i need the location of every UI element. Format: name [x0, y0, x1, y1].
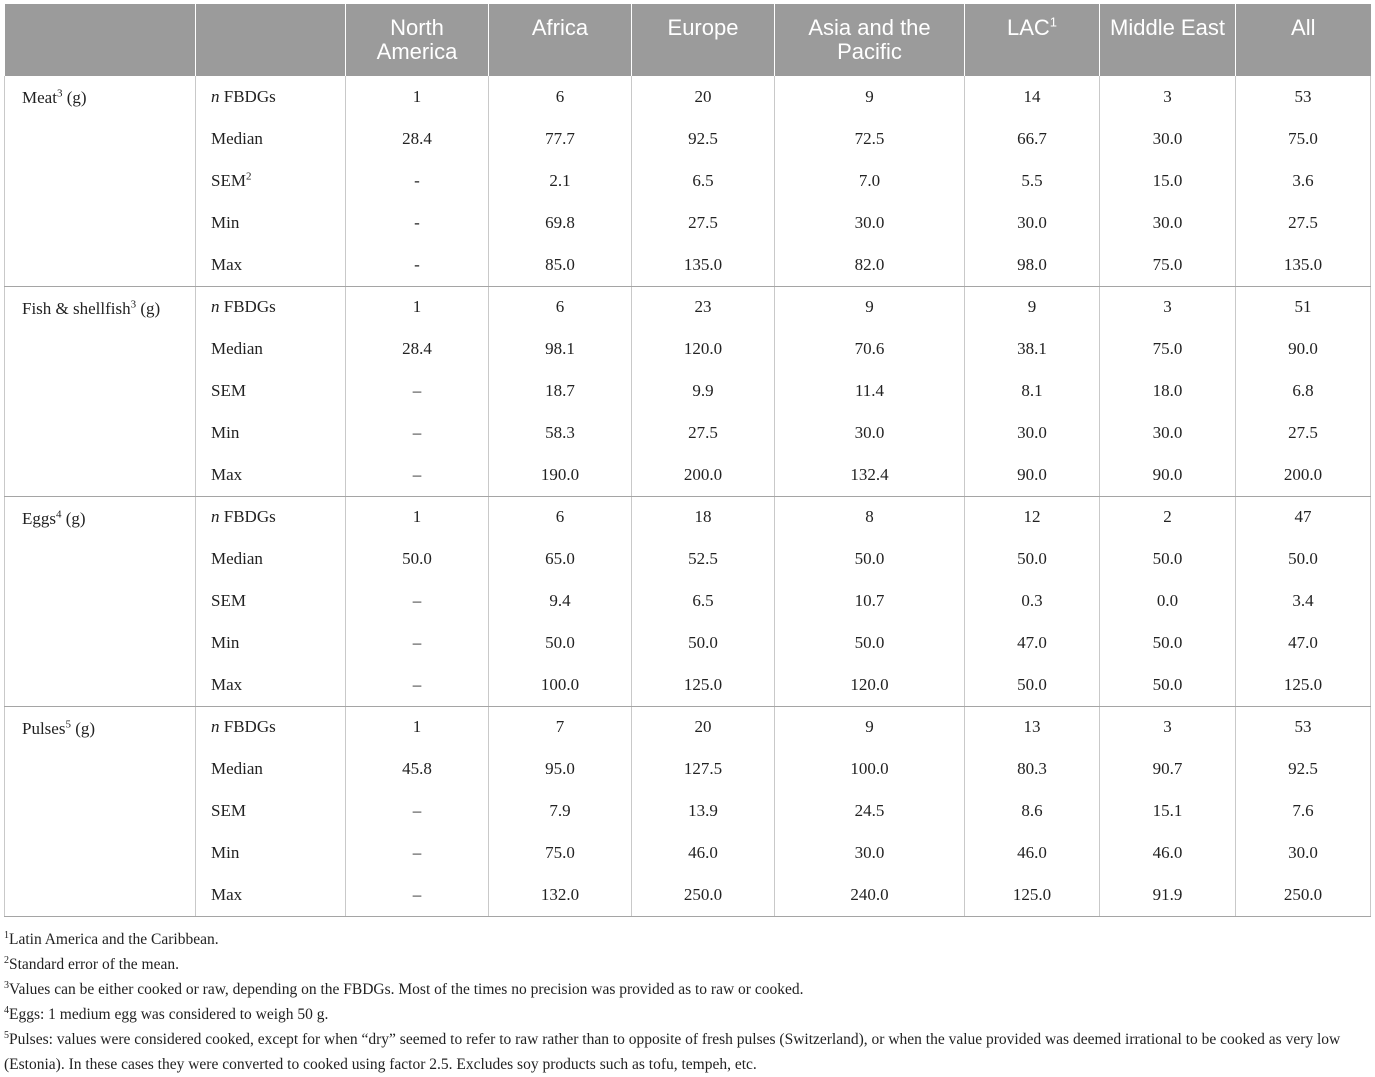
footnote-mark: 4 — [4, 1004, 9, 1016]
table-cell: 1 — [346, 76, 489, 118]
stat-label-text: Min — [211, 633, 240, 652]
table-cell: 75.0 — [1100, 244, 1236, 286]
group-unit: (g) — [70, 718, 96, 738]
table-cell: – — [346, 412, 489, 454]
table-cell: 9 — [965, 286, 1100, 328]
stat-label-text: FBDGs — [219, 87, 276, 106]
footnote — [4, 977, 1370, 1002]
table-cell: 1 — [346, 706, 489, 748]
table-cell: 92.5 — [632, 118, 775, 160]
table-row — [5, 454, 1371, 496]
column-header-label: All — [1291, 15, 1316, 40]
table-row — [5, 538, 1371, 580]
table-cell: 50.0 — [1236, 538, 1371, 580]
table-cell: 3.4 — [1236, 580, 1371, 622]
stat-label-text: Median — [211, 339, 263, 358]
table-cell: 50.0 — [965, 538, 1100, 580]
stat-label-text: Min — [211, 843, 240, 862]
table-cell: 30.0 — [775, 832, 965, 874]
data-table — [4, 4, 1371, 917]
stat-label — [196, 244, 346, 286]
table-cell: 50.0 — [489, 622, 632, 664]
table-cell: 91.9 — [1100, 874, 1236, 916]
table-cell: 3 — [1100, 706, 1236, 748]
table-cell: 46.0 — [1100, 832, 1236, 874]
stat-label-text: Max — [211, 884, 243, 904]
stat-label-text: Median — [211, 759, 263, 778]
column-header-4 — [632, 4, 775, 76]
column-header-label: North America — [376, 15, 458, 64]
footnote-mark: 3 — [4, 979, 9, 991]
table-cell: 72.5 — [775, 118, 965, 160]
table-cell: 85.0 — [489, 244, 632, 286]
table-cell: 7 — [489, 706, 632, 748]
table-cell: 7.6 — [1236, 790, 1371, 832]
stat-label-text: FBDGs — [219, 297, 276, 317]
table-cell: 30.0 — [1100, 202, 1236, 244]
table-cell: 98.0 — [965, 244, 1100, 286]
table-cell: 2.1 — [489, 160, 632, 202]
stat-label — [196, 454, 346, 496]
table-cell: 9 — [775, 286, 965, 328]
table-cell: 30.0 — [1100, 412, 1236, 454]
table-cell: 9.4 — [489, 580, 632, 622]
group-unit: (g) — [136, 298, 161, 318]
table-cell: – — [346, 622, 489, 664]
table-cell: 58.3 — [489, 412, 632, 454]
column-header-label: Europe — [667, 15, 739, 40]
table-cell: – — [346, 790, 489, 832]
column-header-1 — [196, 4, 346, 76]
table-cell: 8 — [775, 496, 965, 538]
table-cell: 38.1 — [965, 328, 1100, 370]
table-cell: 90.7 — [1100, 748, 1236, 790]
column-header-6 — [965, 4, 1100, 76]
table-cell: 127.5 — [632, 748, 775, 790]
table-header — [5, 4, 1371, 76]
stat-label — [196, 160, 346, 202]
table-cell: 6.5 — [632, 580, 775, 622]
stat-footnote-mark: 2 — [245, 170, 252, 183]
stat-label — [196, 874, 346, 916]
stat-label — [196, 748, 346, 790]
group-footnote-mark: 3 — [56, 87, 63, 100]
table-cell: 13 — [965, 706, 1100, 748]
footnote-mark: 2 — [4, 954, 9, 966]
table-row — [5, 790, 1371, 832]
table-cell: – — [346, 370, 489, 412]
stat-label — [196, 202, 346, 244]
table-cell: – — [346, 580, 489, 622]
table-row — [5, 76, 1371, 118]
table-cell: 100.0 — [489, 664, 632, 706]
table-row — [5, 412, 1371, 454]
table-cell: 46.0 — [965, 832, 1100, 874]
table-cell: 250.0 — [632, 874, 775, 916]
table-row — [5, 706, 1371, 748]
column-header-8 — [1236, 4, 1371, 76]
footnote-text: Eggs: 1 medium egg was considered to weigh 50 g. — [9, 1006, 329, 1023]
column-header-label: Africa — [531, 15, 589, 40]
table-cell: 30.0 — [965, 412, 1100, 454]
table-cell: 135.0 — [1236, 244, 1371, 286]
table-cell: - — [346, 202, 489, 244]
group-name: Pulses — [22, 718, 66, 738]
footnote — [4, 952, 1370, 977]
stat-label — [196, 286, 346, 328]
table-cell: 100.0 — [775, 748, 965, 790]
footnote-text: Values can be either cooked or raw, depending on the FBDGs. Most of the times no precision was provided as to raw or cooked. — [9, 981, 804, 998]
group-footnote-mark: 4 — [56, 507, 62, 520]
table-row — [5, 622, 1371, 664]
stat-label — [196, 706, 346, 748]
stat-label-text: FBDGs — [219, 507, 276, 527]
table-cell: 7.9 — [489, 790, 632, 832]
table-cell: 6.8 — [1236, 370, 1371, 412]
stat-label — [196, 538, 346, 580]
table-cell: 30.0 — [775, 202, 965, 244]
table-cell: 50.0 — [965, 664, 1100, 706]
stat-label — [196, 580, 346, 622]
table-cell: 50.0 — [1100, 538, 1236, 580]
table-cell: 27.5 — [632, 412, 775, 454]
table-row — [5, 160, 1371, 202]
footnote-mark: 5 — [4, 1029, 9, 1041]
table-cell: 53 — [1236, 706, 1371, 748]
table-row — [5, 580, 1371, 622]
stat-label-italic: n — [211, 507, 220, 527]
table-cell: 9 — [775, 706, 965, 748]
table-cell: – — [346, 454, 489, 496]
table-cell: - — [346, 160, 489, 202]
column-header-2 — [346, 4, 489, 76]
table-cell: 2 — [1100, 496, 1236, 538]
table-cell: 90.0 — [1100, 454, 1236, 496]
table-body — [5, 76, 1371, 916]
table-cell: 125.0 — [632, 664, 775, 706]
group-label — [5, 706, 196, 916]
table-cell: 24.5 — [775, 790, 965, 832]
table-cell: 7.0 — [775, 160, 965, 202]
stat-label — [196, 496, 346, 538]
table-cell: 77.7 — [489, 118, 632, 160]
header-row — [5, 4, 1371, 76]
table-cell: 0.0 — [1100, 580, 1236, 622]
table-cell: 8.1 — [965, 370, 1100, 412]
table-cell: 69.8 — [489, 202, 632, 244]
table-cell: 132.0 — [489, 874, 632, 916]
table-cell: 90.0 — [965, 454, 1100, 496]
stat-label — [196, 790, 346, 832]
table-cell: 12 — [965, 496, 1100, 538]
stat-label — [196, 832, 346, 874]
table-cell: 3.6 — [1236, 160, 1371, 202]
table-cell: 5.5 — [965, 160, 1100, 202]
table-cell: 9 — [775, 76, 965, 118]
table-cell: 45.8 — [346, 748, 489, 790]
group-label — [5, 286, 196, 496]
column-header-label: Middle East — [1110, 15, 1225, 40]
column-header-7 — [1100, 4, 1236, 76]
table-cell: 10.7 — [775, 580, 965, 622]
table-cell: – — [346, 664, 489, 706]
table-cell: 75.0 — [489, 832, 632, 874]
table-cell: 190.0 — [489, 454, 632, 496]
table-cell: 11.4 — [775, 370, 965, 412]
table-cell: 125.0 — [965, 874, 1100, 916]
data-table-container — [4, 4, 1370, 917]
table-cell: 75.0 — [1100, 328, 1236, 370]
table-cell: 3 — [1100, 76, 1236, 118]
table-row — [5, 748, 1371, 790]
table-cell: 1 — [346, 286, 489, 328]
table-cell: 8.6 — [965, 790, 1100, 832]
column-header-3 — [489, 4, 632, 76]
table-cell: 3 — [1100, 286, 1236, 328]
table-cell: 47 — [1236, 496, 1371, 538]
table-cell: 50.0 — [775, 622, 965, 664]
table-cell: 18.0 — [1100, 370, 1236, 412]
table-cell: 6 — [489, 286, 632, 328]
footnote — [4, 1027, 1370, 1077]
table-cell: 14 — [965, 76, 1100, 118]
stat-label-italic: n — [211, 87, 220, 106]
footnote-mark: 1 — [4, 929, 9, 941]
group-footnote-mark: 3 — [130, 297, 137, 310]
stat-label-text: Median — [211, 129, 263, 148]
stat-label-text: SEM — [211, 591, 246, 610]
table-cell: 27.5 — [1236, 202, 1371, 244]
table-cell: 0.3 — [965, 580, 1100, 622]
table-cell: 30.0 — [1236, 832, 1371, 874]
footnote — [4, 1002, 1370, 1027]
table-cell: 75.0 — [1236, 118, 1371, 160]
table-cell: 20 — [632, 706, 775, 748]
group-name: Meat — [22, 88, 57, 107]
table-cell: 80.3 — [965, 748, 1100, 790]
stat-label — [196, 412, 346, 454]
footnote-text: Pulses: values were considered cooked, except for when “dry” seemed to refer to raw rather than to opposite of fresh pulses (Switzerland), or when the value provided was deemed irrational to be cooked as very low (Estonia). In these cases they were converted to cooked using factor 2.5. Excludes soy products such as tofu, tempeh, etc. — [4, 1031, 1341, 1073]
table-cell: 50.0 — [346, 538, 489, 580]
table-cell: 27.5 — [1236, 412, 1371, 454]
group-unit: (g) — [62, 88, 87, 107]
group-footnote-mark: 5 — [65, 717, 71, 730]
stat-label-text: FBDGs — [219, 717, 276, 737]
table-cell: 47.0 — [965, 622, 1100, 664]
stat-label-italic: n — [211, 297, 220, 317]
stat-label-text: Median — [211, 549, 263, 568]
table-cell: 28.4 — [346, 328, 489, 370]
table-row — [5, 370, 1371, 412]
column-header-footnote-mark: 1 — [1049, 14, 1058, 30]
table-cell: 1 — [346, 496, 489, 538]
table-cell: 6 — [489, 496, 632, 538]
table-cell: – — [346, 832, 489, 874]
table-cell: 135.0 — [632, 244, 775, 286]
table-cell: 90.0 — [1236, 328, 1371, 370]
table-row — [5, 286, 1371, 328]
stat-label-text: Max — [211, 254, 243, 274]
table-cell: 47.0 — [1236, 622, 1371, 664]
table-cell: – — [346, 874, 489, 916]
footnote-text: Latin America and the Caribbean. — [9, 931, 219, 948]
table-cell: 50.0 — [1100, 622, 1236, 664]
column-header-label: Asia and the Pacific — [808, 15, 931, 64]
table-cell: 15.0 — [1100, 160, 1236, 202]
table-cell: 30.0 — [775, 412, 965, 454]
group-name: Fish & shellfish — [22, 298, 131, 318]
table-cell: 82.0 — [775, 244, 965, 286]
table-cell: 6 — [489, 76, 632, 118]
table-cell: 20 — [632, 76, 775, 118]
group-label — [5, 496, 196, 706]
stat-label — [196, 328, 346, 370]
table-cell: 23 — [632, 286, 775, 328]
stat-label-text: SEM — [211, 381, 246, 400]
table-row — [5, 874, 1371, 916]
stat-label — [196, 622, 346, 664]
footnote-text: Standard error of the mean. — [9, 956, 180, 973]
footnotes — [4, 927, 1370, 1077]
table-cell: 120.0 — [775, 664, 965, 706]
table-cell: 70.6 — [775, 328, 965, 370]
table-row — [5, 832, 1371, 874]
table-cell: 30.0 — [1100, 118, 1236, 160]
table-cell: 200.0 — [1236, 454, 1371, 496]
stat-label — [196, 664, 346, 706]
table-cell: 240.0 — [775, 874, 965, 916]
table-cell: 18.7 — [489, 370, 632, 412]
stat-label-italic: n — [211, 717, 220, 737]
table-cell: 125.0 — [1236, 664, 1371, 706]
table-row — [5, 328, 1371, 370]
stat-label — [196, 370, 346, 412]
table-cell: 18 — [632, 496, 775, 538]
table-row — [5, 118, 1371, 160]
stat-label-text: Min — [211, 423, 240, 442]
table-cell: 66.7 — [965, 118, 1100, 160]
group-label — [5, 76, 196, 286]
table-cell: 50.0 — [775, 538, 965, 580]
table-cell: 30.0 — [965, 202, 1100, 244]
table-cell: 52.5 — [632, 538, 775, 580]
table-cell: 200.0 — [632, 454, 775, 496]
stat-label-text: SEM — [211, 171, 246, 190]
table-cell: 65.0 — [489, 538, 632, 580]
table-cell: 50.0 — [1100, 664, 1236, 706]
table-cell: 50.0 — [632, 622, 775, 664]
stat-label-text: Min — [211, 213, 240, 232]
table-cell: 98.1 — [489, 328, 632, 370]
group-name: Eggs — [22, 508, 56, 528]
stat-label-text: Max — [211, 464, 243, 484]
stat-label-text: Max — [211, 674, 243, 694]
table-cell: - — [346, 244, 489, 286]
stat-label — [196, 118, 346, 160]
table-cell: 13.9 — [632, 790, 775, 832]
column-header-label: LAC — [1006, 15, 1050, 40]
table-cell: 51 — [1236, 286, 1371, 328]
stat-label-text: SEM — [211, 801, 246, 820]
table-cell: 92.5 — [1236, 748, 1371, 790]
table-cell: 95.0 — [489, 748, 632, 790]
table-cell: 53 — [1236, 76, 1371, 118]
table-cell: 250.0 — [1236, 874, 1371, 916]
table-cell: 9.9 — [632, 370, 775, 412]
table-cell: 120.0 — [632, 328, 775, 370]
stat-label — [196, 76, 346, 118]
footnote — [4, 927, 1370, 952]
column-header-0 — [5, 4, 196, 76]
group-unit: (g) — [61, 508, 86, 528]
table-cell: 46.0 — [632, 832, 775, 874]
table-cell: 15.1 — [1100, 790, 1236, 832]
table-cell: 28.4 — [346, 118, 489, 160]
table-cell: 132.4 — [775, 454, 965, 496]
table-row — [5, 202, 1371, 244]
column-header-5 — [775, 4, 965, 76]
table-row — [5, 496, 1371, 538]
table-cell: 27.5 — [632, 202, 775, 244]
table-row — [5, 244, 1371, 286]
table-row — [5, 664, 1371, 706]
table-cell: 6.5 — [632, 160, 775, 202]
